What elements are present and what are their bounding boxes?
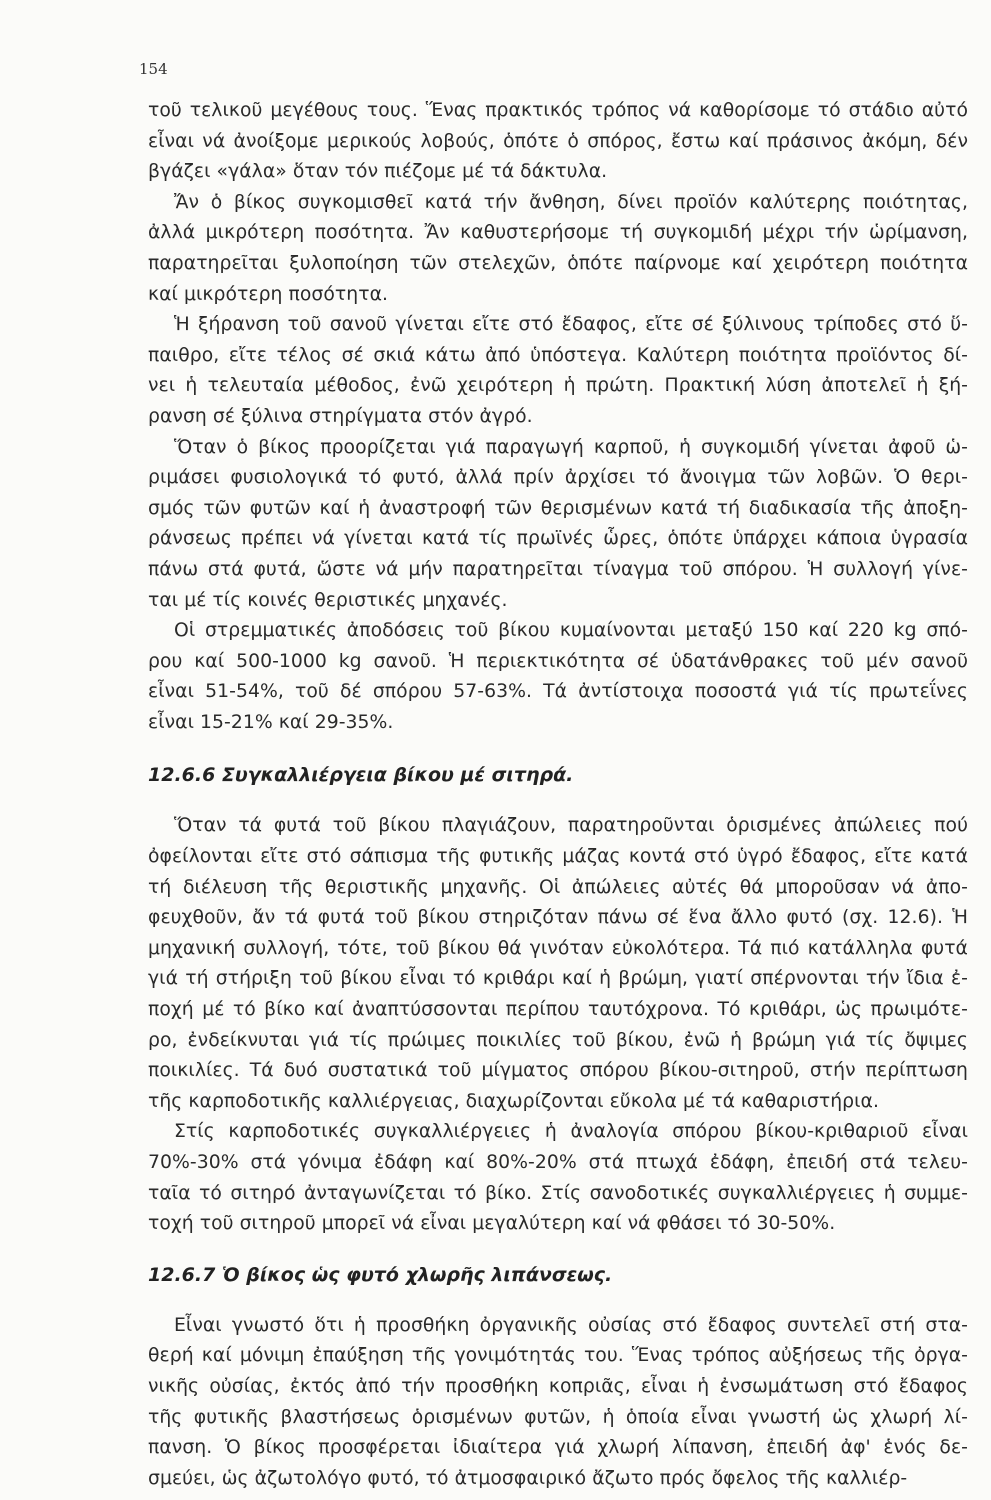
text-line: ποικιλίες. Τά δυό συστατικά τοῦ μίγματος σπόρου βίκου-σιτηροῦ, στήν περίπτωση	[148, 1060, 968, 1082]
text-line: τή διέλευση τῆς θεριστικῆς μηχανῆς. Οἱ ἀπώλειες αὐτές θά μποροῦσαν νά ἀπο-	[148, 876, 968, 898]
paragraph	[148, 1117, 968, 1239]
paragraph	[148, 433, 968, 617]
text-line: ριμάσει φυσιολογικά τό φυτό, ἀλλά πρίν ἀρχίσει τό ἄνοιγμα τῶν λοβῶν. Ὁ θερι-	[148, 467, 968, 489]
text-line: τοῦ τελικοῦ μεγέθους τους. Ἕνας πρακτικός τρόπος νά καθορίσομε τό στάδιο αὐτό	[148, 100, 968, 121]
text-line: Εἶναι γνωστό ὅτι ἡ προσθήκη ὀργανικῆς οὐσίας στό ἔδαφος συντελεῖ στή στα-	[174, 1314, 968, 1336]
text-line: παρατηρεῖται ξυλοποίηση τῶν στελεχῶν, ὁπότε παίρνομε καί χειρότερη ποιότητα	[148, 252, 968, 274]
text-line: ρανση σέ ξύλινα στηρίγματα στόν ἀγρό.	[148, 405, 533, 427]
paragraph	[148, 616, 968, 738]
text-line: ρο, ἐνδείκνυται γιά τίς πρώιμες ποικιλίες τοῦ βίκου, ἐνῶ ἡ βρώμη γιά τίς ὄψιμες	[148, 1029, 968, 1051]
text-line: Οἱ στρεμματικές ἀποδόσεις τοῦ βίκου κυμαίνονται μεταξύ 150 καί 220 kg σπό-	[174, 620, 968, 642]
text-line: Ὅταν ὁ βίκος προορίζεται γιά παραγωγή καρποῦ, ἡ συγκομιδή γίνεται ἀφοῦ ὡ-	[174, 436, 968, 458]
text-line: βγάζει «γάλα» ὅταν τόν πιέζομε μέ τά δάκτυλα.	[148, 161, 608, 183]
text-line: ράνσεως πρέπει νά γίνεται κατά τίς πρωϊνές ὧρες, ὁπότε ὑπάρχει κάποια ὑγρασία	[148, 528, 968, 550]
page-body	[148, 96, 968, 1494]
text-line: τῆς καρποδοτικῆς καλλιέργειας, διαχωρίζονται εὔκολα μέ τά καθαριστήρια.	[148, 1090, 880, 1112]
section-heading-12-6-7: 12.6.7 Ὁ βίκος ὡς φυτό χλωρῆς λιπάνσεως.	[148, 1263, 613, 1286]
text-line: τῆς φυτικῆς βλαστήσεως ὁρισμένων φυτῶν, ἡ ὁποία εἶναι γνωστή ὡς χλωρή λί-	[148, 1406, 968, 1428]
page-number: 154	[139, 60, 168, 78]
text-line: νικῆς οὐσίας, ἐκτός ἀπό τήν προσθήκη κοπριᾶς, εἶναι ἡ ἐνσωμάτωση στό ἔδαφος	[148, 1375, 968, 1397]
continued-text	[148, 96, 968, 738]
paragraph	[148, 96, 968, 188]
text-line: μηχανική συλλογή, τότε, τοῦ βίκου θά γινόταν εὐκολότερα. Τά πιό κατάλληλα φυτά	[148, 937, 968, 959]
paragraph	[148, 188, 968, 310]
text-line: Ἡ ξήρανση τοῦ σανοῦ γίνεται εἴτε στό ἔδαφος, εἴτε σέ ξύλινους τρίποδες στό ὕ-	[174, 314, 968, 336]
text-line: Στίς καρποδοτικές συγκαλλιέργειες ἡ ἀναλογία σπόρου βίκου-κριθαριοῦ εἶναι	[174, 1121, 968, 1143]
text-line: εἶναι 51-54%, τοῦ δέ σπόρου 57-63%. Τά ἀντίστοιχα ποσοστά γιά τίς πρωτεΐνες	[148, 681, 968, 703]
text-line: νει ἡ τελευταία μέθοδος, ἐνῶ χειρότερη ἡ πρώτη. Πρακτική λύση ἀποτελεῖ ἡ ξή-	[148, 375, 968, 397]
text-line: καί μικρότερη ποσότητα.	[148, 283, 389, 305]
text-line: σμός τῶν φυτῶν καί ἡ ἀναστροφή τῶν θερισμένων κατά τή διαδικασία τῆς ἀποξη-	[148, 497, 968, 519]
paragraph	[148, 1311, 968, 1495]
text-line: Ὅταν τά φυτά τοῦ βίκου πλαγιάζουν, παρατηροῦνται ὁρισμένες ἀπώλειες πού	[174, 815, 968, 837]
text-line: Ἄν ὁ βίκος συγκομισθεῖ κατά τήν ἄνθηση, δίνει προϊόν καλύτερης ποιότητας,	[174, 191, 968, 213]
paragraph	[148, 811, 968, 1117]
text-line: πανση. Ὁ βίκος προσφέρεται ἰδιαίτερα γιά χλωρή λίπανση, ἐπειδή ἀφ' ἑνός δε-	[148, 1437, 968, 1459]
text-line: ἀλλά μικρότερη ποσότητα. Ἄν καθυστερήσομε τή συγκομιδή μέχρι τήν ὡρίμανση,	[148, 222, 968, 244]
text-line: ται μέ τίς κοινές θεριστικές μηχανές.	[148, 589, 508, 611]
text-line: ταῖα τό σιτηρό ἀνταγωνίζεται τό βίκο. Στίς σανοδοτικές συγκαλλιέργειες ἡ συμμε-	[148, 1182, 968, 1204]
text-line: 70%-30% στά γόνιμα ἐδάφη καί 80%-20% στά πτωχά ἐδάφη, ἐπειδή στά τελευ-	[148, 1152, 968, 1173]
text-line: ποχή μέ τό βίκο καί ἀναπτύσσονται περίπου ταυτόχρονα. Τό κριθάρι, ὡς πρωιμότε-	[148, 999, 968, 1021]
paragraph	[148, 310, 968, 432]
text-line: παιθρο, εἴτε τέλος σέ σκιά κάτω ἀπό ὑπόστεγα. Καλύτερη ποιότητα προϊόντος δί-	[148, 344, 968, 366]
text-line: εἶναι νά ἀνοίξομε μερικούς λοβούς, ὁπότε ὁ σπόρος, ἔστω καί πράσινος ἀκόμη, δέν	[148, 130, 968, 152]
text-line: θερή καί μόνιμη ἐπαύξηση τῆς γονιμότητάς του. Ἕνας τρόπος αὐξήσεως τῆς ὀργα-	[148, 1345, 968, 1367]
text-line: ρου καί 500-1000 kg σανοῦ. Ἡ περιεκτικότητα σέ ὑδατάνθρακες τοῦ μέν σανοῦ	[148, 650, 968, 672]
text-line: γιά τή στήριξη τοῦ βίκου εἶναι τό κριθάρι καί ἡ βρώμη, γιατί σπέρνονται τήν ἴδια ἐ-	[148, 968, 968, 990]
text-line: πάνω στά φυτά, ὥστε νά μήν παρατηρεῖται τίναγμα τοῦ σπόρου. Ἡ συλλογή γίνε-	[148, 558, 968, 580]
text-line: φευχθοῦν, ἄν τά φυτά τοῦ βίκου στηριζόταν πάνω σέ ἕνα ἄλλο φυτό (σχ. 12.6). Ἡ	[148, 907, 968, 929]
text-line: σμεύει, ὡς ἀζωτολόγο φυτό, τό ἀτμοσφαιρικό ἄζωτο πρός ὄφελος τῆς καλλιέρ-	[148, 1467, 908, 1489]
text-line: εἶναι 15-21% καί 29-35%.	[148, 711, 394, 733]
section-heading-12-6-6: 12.6.6 Συγκαλλιέργεια βίκου μέ σιτηρά.	[148, 764, 574, 787]
section-12-6-7-text	[148, 1311, 968, 1495]
text-line: ὀφείλονται εἴτε στό σάπισμα τῆς φυτικῆς μάζας κοντά στό ὑγρό ἔδαφος, εἴτε κατά	[148, 846, 968, 868]
section-12-6-6-text	[148, 811, 968, 1239]
text-line: τοχή τοῦ σιτηροῦ μπορεῖ νά εἶναι μεγαλύτερη καί νά φθάσει τό 30-50%.	[148, 1213, 836, 1235]
